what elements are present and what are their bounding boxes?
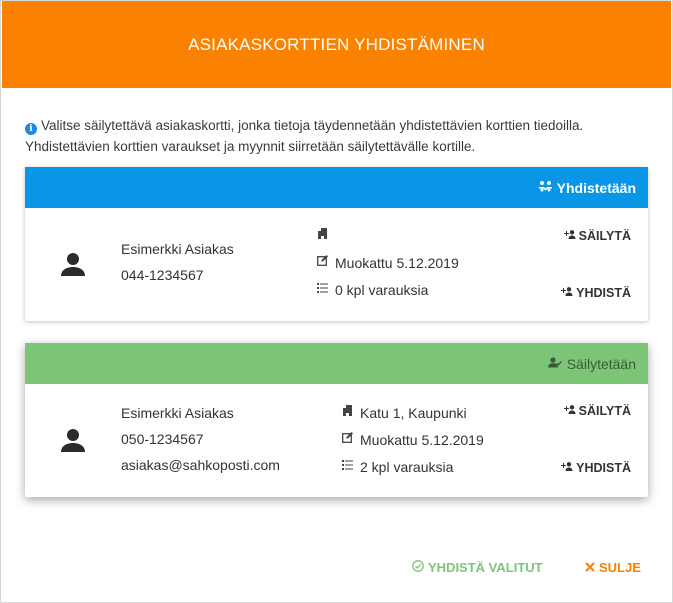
- list-icon: [316, 277, 329, 304]
- merge-button-label: YHDISTÄ: [576, 461, 631, 475]
- modified-date: Muokattu 5.12.2019: [335, 255, 459, 271]
- customer-name: Esimerkki Asiakas: [121, 241, 234, 257]
- info-text: [25, 115, 650, 157]
- dialog-header: [2, 1, 671, 88]
- reservations-line: [316, 277, 459, 304]
- info-line-1: Valitse säilytettävä asiakaskortti, jonka tietoja täydennetään yhdistettävien korttien tiedoilla.: [41, 118, 584, 133]
- dialog-title: ASIAKASKORTTIEN YHDISTÄMINEN: [188, 34, 485, 54]
- customer-card-merge: [25, 167, 648, 321]
- keep-button[interactable]: [564, 404, 631, 418]
- merge-button-label: YHDISTÄ: [576, 286, 631, 300]
- address-line: [341, 400, 484, 427]
- merge-icon: [539, 180, 552, 195]
- reservation-count: 2 kpl varauksia: [360, 459, 454, 475]
- info-line-2: Yhdistettävien korttien varaukset ja myynnit siirretään säilytettävälle kortille.: [25, 139, 476, 154]
- customer-name: Esimerkki Asiakas: [121, 405, 234, 421]
- customer-card-keep: [25, 343, 648, 497]
- keep-button-label: SÄILYTÄ: [578, 404, 631, 418]
- modified-line: [341, 427, 484, 454]
- customer-phone: 044-1234567: [121, 267, 204, 283]
- list-icon: [341, 454, 354, 481]
- user-plus-icon: [561, 287, 573, 299]
- user-plus-icon: [564, 230, 576, 242]
- close-label: SULJE: [599, 560, 641, 575]
- card-meta: [316, 223, 459, 304]
- reservations-line: [341, 454, 484, 481]
- modified-line: [316, 250, 459, 277]
- customer-address: Katu 1, Kaupunki: [360, 405, 467, 421]
- address-line: [316, 223, 459, 250]
- contact-info: [121, 400, 280, 478]
- merge-button[interactable]: [561, 286, 631, 300]
- check-circle-icon: [412, 560, 424, 575]
- card-header-merge: [25, 167, 648, 208]
- building-icon: [341, 400, 354, 427]
- user-check-icon: [548, 357, 562, 371]
- edit-icon: [341, 427, 354, 454]
- contact-info: [121, 236, 234, 288]
- merge-selected-label: YHDISTÄ VALITUT: [428, 560, 543, 575]
- card-meta: [341, 400, 484, 481]
- close-icon: [585, 561, 595, 575]
- customer-phone: 050-1234567: [121, 431, 204, 447]
- close-button[interactable]: [585, 560, 641, 575]
- building-icon: [316, 223, 329, 250]
- card-header-label: Säilytetään: [566, 355, 636, 372]
- info-icon: i: [25, 123, 37, 135]
- merge-selected-button[interactable]: [412, 560, 543, 575]
- person-icon: [60, 251, 86, 277]
- merge-button[interactable]: [561, 461, 631, 475]
- card-header-keep: [25, 343, 648, 384]
- person-icon: [60, 427, 86, 453]
- user-plus-icon: [561, 462, 573, 474]
- edit-icon: [316, 250, 329, 277]
- reservation-count: 0 kpl varauksia: [335, 282, 429, 298]
- keep-button-label: SÄILYTÄ: [578, 229, 631, 243]
- user-plus-icon: [564, 405, 576, 417]
- keep-button[interactable]: [564, 229, 631, 243]
- modified-date: Muokattu 5.12.2019: [360, 432, 484, 448]
- customer-email: asiakas@sahkoposti.com: [121, 457, 280, 473]
- card-header-label: Yhdistetään: [556, 179, 636, 196]
